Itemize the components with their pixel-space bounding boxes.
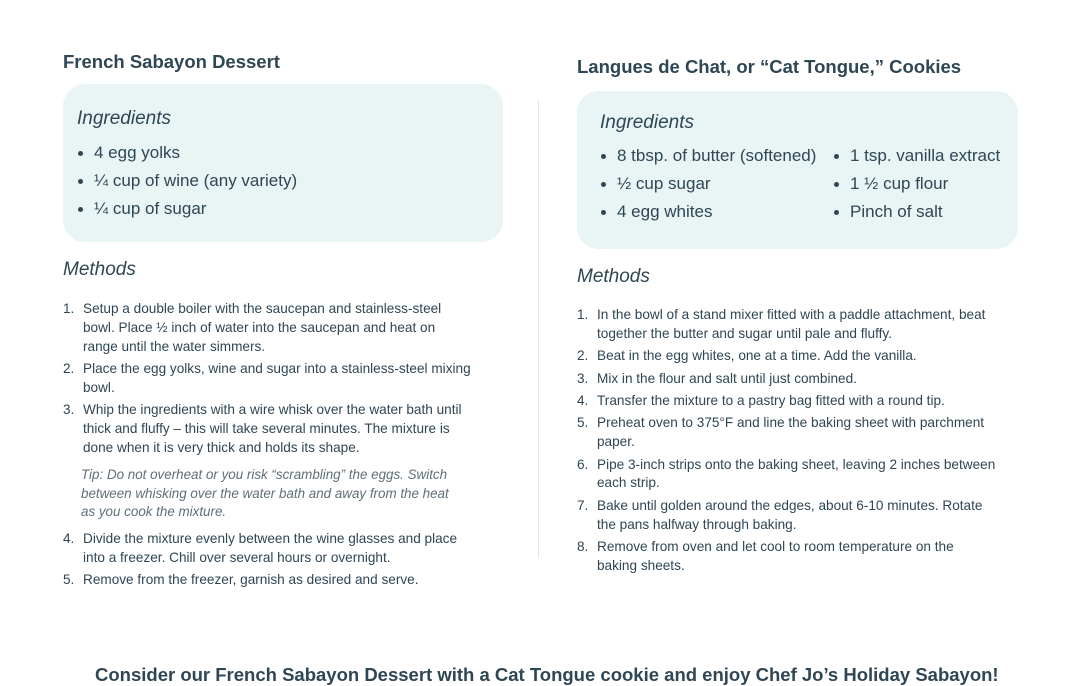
step-number: 3. [63,402,75,418]
step-text: Bake until golden around the edges, about 6-10 minutes. Rotate the pans halfway through baking. [597,497,983,532]
method-step [577,456,997,494]
step-number: 4. [577,392,589,408]
step-number: 2. [63,360,75,376]
methods-heading: Methods [63,259,136,280]
method-step [63,401,473,457]
step-text: Transfer the mixture to a pastry bag fitted with a round tip. [597,392,945,408]
ingredient-item: 1 tsp. vanilla extract [833,142,1000,170]
ingredient-item: ¼ cup of sugar [77,195,297,223]
ingredient-item: 4 egg whites [600,198,816,226]
ingredient-item: Pinch of salt [833,198,1000,226]
step-number: 5. [577,415,589,431]
ingredients-list [77,139,297,222]
step-text: Preheat oven to 375°F and line the baking sheet with parchment paper. [597,415,985,450]
ingredients-box [63,84,503,242]
ingredient-item: 4 egg yolks [77,139,297,167]
ingredients-heading: Ingredients [77,108,172,129]
step-number: 8. [577,538,589,554]
method-step [577,497,997,535]
step-number: 1. [63,301,75,316]
step-text: In the bowl of a stand mixer fitted with a paddle attachment, beat together the butter and sugar until pale and fluffy. [597,307,986,341]
method-step [577,370,997,389]
ingredient-item: 8 tbsp. of butter (softened) [600,142,816,170]
step-text: Pipe 3-inch strips onto the baking sheet, leaving 2 inches between each strip. [597,456,996,491]
method-steps [577,306,997,579]
method-step [577,538,997,576]
step-text: Remove from the freezer, garnish as desired and serve. [83,572,419,588]
method-step [63,571,473,590]
ingredient-item: 1 ½ cup flour [833,170,1000,198]
step-text: Mix in the flour and salt until just combined. [597,370,857,386]
ingredients-box [577,91,1018,249]
method-step [63,360,473,398]
step-number: 3. [577,370,589,386]
methods-heading: Methods [577,266,650,287]
ingredient-item: ¼ cup of wine (any variety) [77,167,297,195]
column-divider [538,100,539,558]
step-number: 7. [577,497,589,513]
method-steps [63,300,473,461]
step-number: 5. [63,572,75,588]
recipe-title: Langues de Chat, or “Cat Tongue,” Cookies [577,56,962,77]
ingredients-heading: Ingredients [600,112,695,133]
step-number: 4. [63,531,75,546]
method-steps-continued [63,530,473,594]
ingredients-list-col1 [600,142,816,225]
method-step [577,392,997,411]
recipe-title: French Sabayon Dessert [63,51,280,72]
step-text: Beat in the egg whites, one at a time. Add the vanilla. [597,348,917,364]
step-text: Place the egg yolks, wine and sugar into a stainless-steel mixing bowl. [83,360,471,395]
ingredient-item: ½ cup sugar [600,170,816,198]
method-step [577,306,997,344]
step-number: 1. [577,307,589,322]
tip-text: Do not overheat or you risk “scrambling” the eggs. Switch between whisking over the water bath and away from the heat as you cook the mixture. [81,467,449,520]
step-text: Setup a double boiler with the saucepan and stainless-steel bowl. Place ½ inch of water into the saucepan and heat on range until the water simmers. [83,301,442,354]
step-text: Divide the mixture evenly between the wine glasses and place into a freezer. Chill over several hours or overnight. [83,531,458,565]
tip-label: Tip: [81,467,104,482]
step-number: 6. [577,456,589,472]
footer-banner: Consider our French Sabayon Dessert with a Cat Tongue cookie and enjoy Chef Jo’s Holiday Sabayon! [95,664,999,685]
method-step [577,347,997,366]
step-text: Whip the ingredients with a wire whisk over the water bath until thick and fluffy – this will take several minutes. The mixture is done when it is very thick and holds its shape. [83,402,462,455]
method-step [63,300,473,356]
ingredients-list-col2 [833,142,1000,225]
method-step [63,530,473,568]
step-text: Remove from oven and let cool to room temperature on the baking sheets. [597,538,954,573]
step-number: 2. [577,348,589,364]
tip-note [81,466,461,522]
method-step [577,414,997,452]
